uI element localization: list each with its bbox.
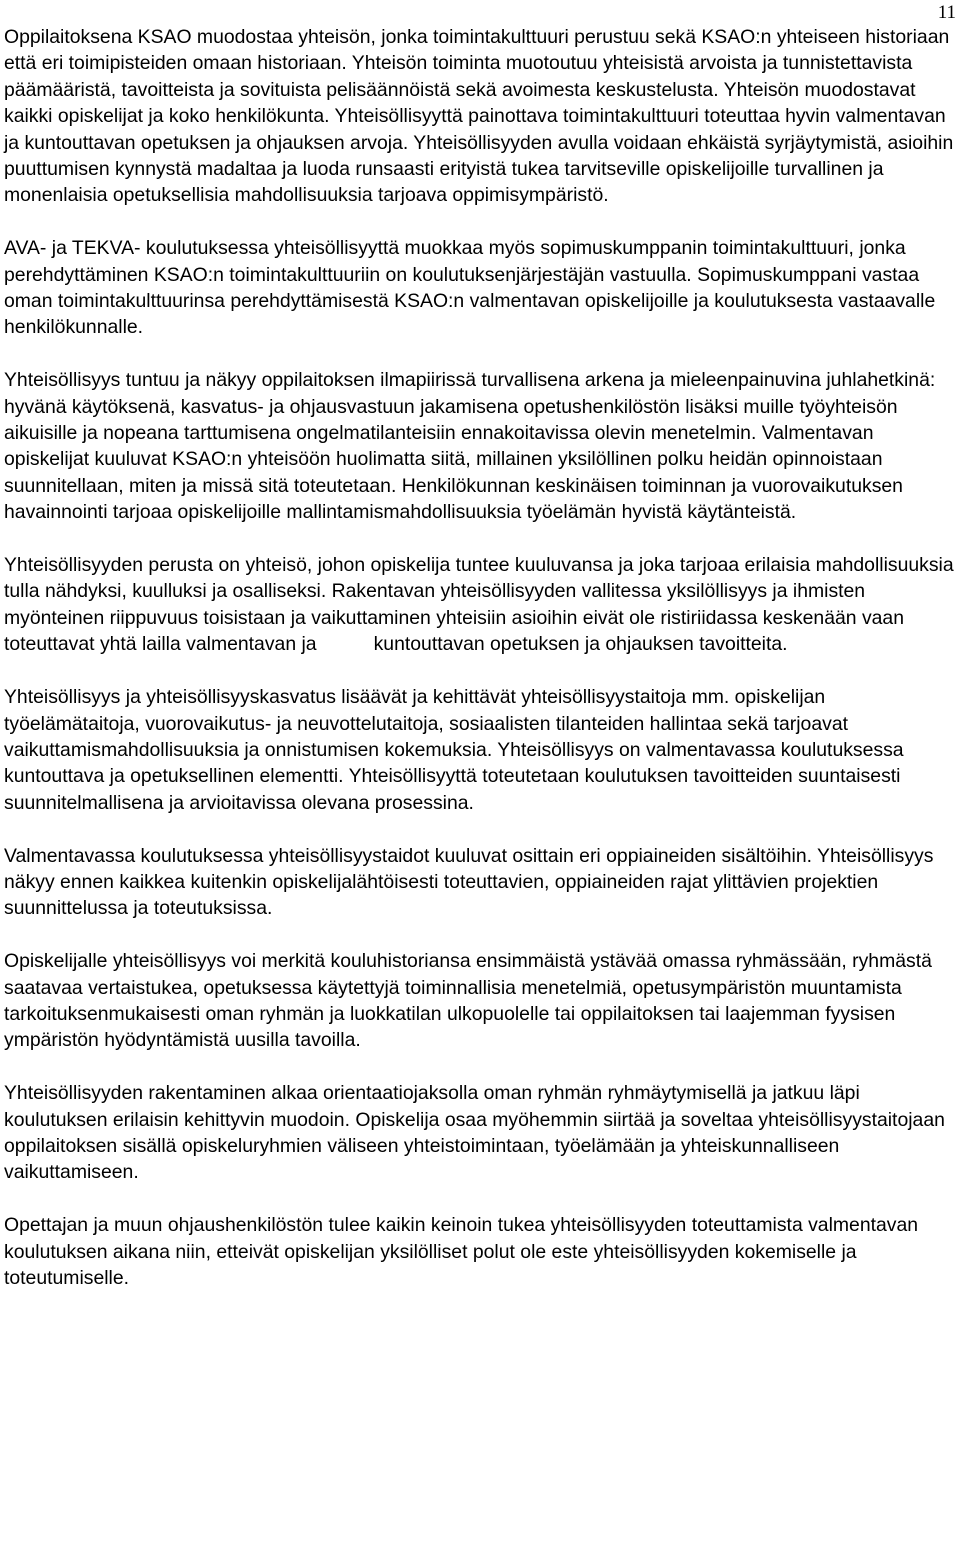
paragraph: Opettajan ja muun ohjaushenkilöstön tulee kaikin keinoin tukea yhteisöllisyyden toteuttamista valmentavan koulutuksen aikana niin, etteivät opiskelijan yksilölliset polut ole este yhteisöllisyyden kokemiselle ja toteutumiselle. bbox=[4, 1214, 919, 1289]
paragraph-text: kuntouttavan opetuksen ja ohjauksen tavoitteita. bbox=[373, 633, 788, 656]
paragraph: Yhteisöllisyyden rakentaminen alkaa orientaatiojaksolla oman ryhmän ryhmäytymisellä ja jatkuu läpi koulutuksen erilaisin kehittyvin muodoin. Opiskelija osaa myöhemmin siirtää ja soveltaa yhteisöllisyystaitojaan oppilaitoksen sisällä opiskeluryhmien väliseen yhteistoimintaan, työelämään ja yhteiskunnalliseen vaikuttamiseen. bbox=[4, 1082, 945, 1184]
paragraph: Oppilaitoksena KSAO muodostaa yhteisön, jonka toimintakulttuuri perustuu sekä KSAO:n yhteiseen historiaan että eri toimipisteiden omaan historiaan. Yhteisön toiminta muotoutuu yhteisistä arvoista ja tunnistettavista päämääristä, tavoitteista ja sovituista pelisäännöistä sekä avoimesta keskustelusta. Yhteisön muodostavat kaikki opiskelijat ja koko henkilökunta. Yhteisöllisyyttä painottava toimintakulttuuri toteuttaa hyvin valmentavan ja kuntouttavan opetuksen ja ohjauksen arvoja. Yhteisöllisyyden avulla voidaan ehkäistä syrjäytymistä, asioihin puuttumisen kynnystä madaltaa ja luoda runsaasti erityistä tukea tarvitseville opiskelijoille turvallinen ja monenlaisia opetuksellisia mahdollisuuksia tarjoava oppimisympäristö. bbox=[4, 26, 954, 207]
document-body bbox=[4, 24, 956, 1291]
paragraph: Yhteisöllisyys tuntuu ja näkyy oppilaitoksen ilmapiirissä turvallisena arkena ja mieleenpainuvina juhlahetkinä: hyvänä käytöksenä, kasvatus- ja ohjausvastuun jakamisena opetushenkilöstön lisäksi muille työyhteisön aikuisille ja nopeana tarttumisena ongelmatilanteisiin ennakoitavissa olevin menetelmin. Valmentavan opiskelijat kuuluvat KSAO:n yhteisöön huolimatta siitä, millainen yksilöllinen polku heidän opinnoistaan suunnitellaan, miten ja missä sitä toteutetaan. Henkilökunnan keskinäisen toiminnan ja vuorovaikutuksen havainnointi tarjoaa opiskelijoille mallintamismahdollisuuksia työelämän hyvistä käytänteistä. bbox=[4, 369, 936, 524]
paragraph: Valmentavassa koulutuksessa yhteisöllisyystaidot kuuluvat osittain eri oppiaineiden sisältöihin. Yhteisöllisyys näkyy ennen kaikkea kuitenkin opiskelijalähtöisesti toteuttavien, oppiaineiden rajat ylittävien projektien suunnittelussa ja toteutuksissa. bbox=[4, 844, 934, 920]
page-number: 11 bbox=[937, 2, 956, 23]
paragraph: AVA- ja TEKVA- koulutuksessa yhteisöllisyyttä muokkaa myös sopimuskumppanin toimintakulttuuri, jonka perehdyttäminen KSAO:n toimintakulttuuriin on koulutuksenjärjestäjän vastuulla. Sopimuskumppani vastaa oman toimintakulttuurinsa perehdyttämisestä KSAO:n valmentavan opiskelijoille ja koulutuksesta vastaavalle henkilökunnalle. bbox=[4, 237, 936, 339]
paragraph-text: Yhteisöllisyyden perusta on yhteisö, johon opiskelija tuntee kuuluvansa ja joka tarjoaa erilaisia mahdollisuuksia tulla nähdyksi, kuulluksi ja osalliseksi. Rakentavan yhteisöllisyyden vallitessa yksilöllisyys ja ihmisten myönteinen riippuvuus toisistaan ja vaikuttaminen yhteisiin asioihin eivät ole ristiriidassa keskenään vaan toteuttavat yhtä lailla valmentavan ja bbox=[4, 554, 954, 656]
paragraph: Opiskelijalle yhteisöllisyys voi merkitä kouluhistoriansa ensimmäistä ystävää omassa ryhmässään, ryhmästä saatavaa vertaistukea, opetuksessa käytettyjä toiminnallisia menetelmiä, opetusympäristön muuntamista tarkoituksenmukaisesti oman ryhmän ja luokkatilan ulkopuolelle tai oppilaitoksen tai laajemman fyysisen ympäristön hyödyntämistä uusilla tavoilla. bbox=[4, 950, 932, 1052]
paragraph: Yhteisöllisyys ja yhteisöllisyyskasvatus lisäävät ja kehittävät yhteisöllisyystaitoja mm. opiskelijan työelämätaitoja, vuorovaikutus- ja neuvottelutaitoja, sosiaalisten tilanteiden hallintaa sekä tarjoavat vaikuttamismahdollisuuksia ja onnistumisen kokemuksia. Yhteisöllisyys on valmentavassa koulutuksessa kuntouttava ja opetuksellinen elementti. Yhteisöllisyyttä toteutetaan koulutuksen tavoitteiden suuntaisesti suunnitelmallisena ja arvioitavissa olevana prosessina. bbox=[4, 686, 904, 814]
paragraph bbox=[4, 552, 956, 658]
